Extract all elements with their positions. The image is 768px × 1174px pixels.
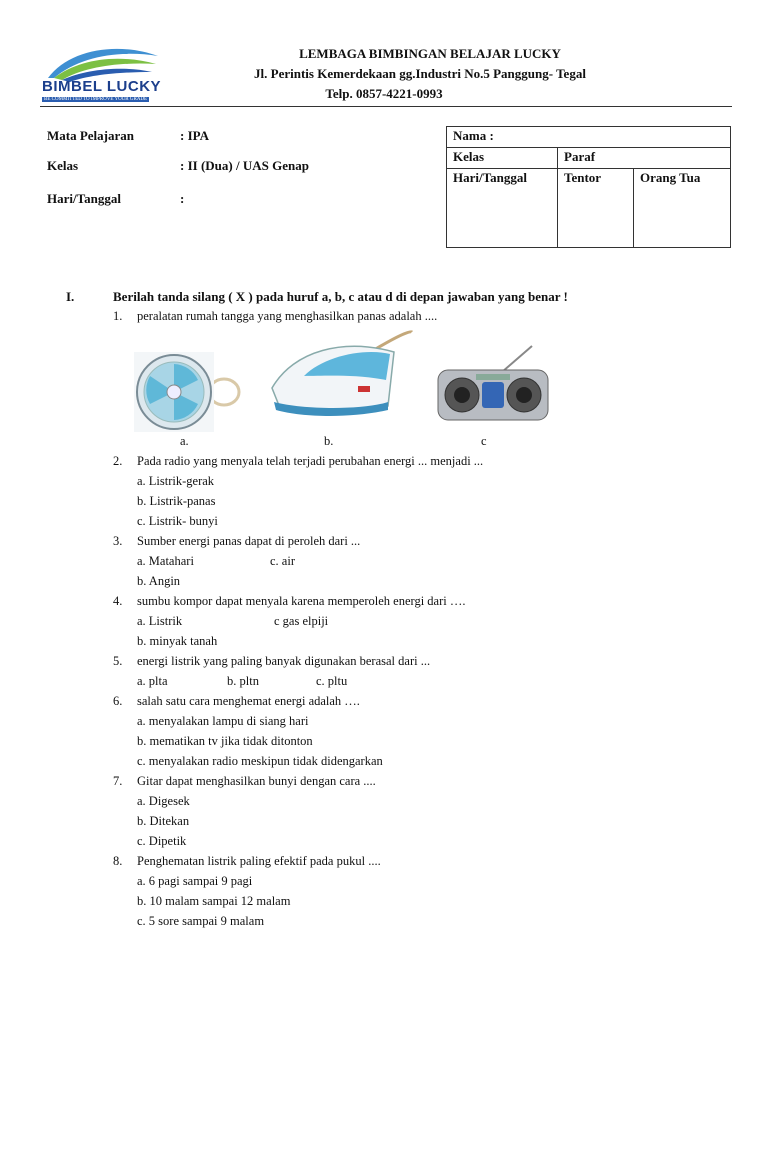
box-class-cell: Kelas xyxy=(447,148,558,169)
question-text: energi listrik yang paling banyak digunakan berasal dari ... xyxy=(137,654,431,668)
box-parent-cell: Orang Tua xyxy=(634,169,731,248)
answer-option[interactable]: c. pltu xyxy=(316,674,348,688)
answer-option[interactable]: c. air xyxy=(270,554,295,568)
answer-option[interactable]: b. 10 malam sampai 12 malam xyxy=(137,894,291,908)
logo xyxy=(40,42,162,106)
question-number: 6. xyxy=(113,694,123,708)
answer-option[interactable]: a. plta xyxy=(137,674,168,688)
box-tutor-cell: Tentor xyxy=(558,169,634,248)
date-label: Hari/Tanggal xyxy=(47,191,121,206)
question-number: 8. xyxy=(113,854,123,868)
box-paraf-cell: Paraf xyxy=(558,148,731,169)
answer-option[interactable]: b. Ditekan xyxy=(137,814,190,828)
answer-option[interactable]: c. menyalakan radio meskipun tidak didengarkan xyxy=(137,754,383,768)
answer-option[interactable]: c. Listrik- bunyi xyxy=(137,514,218,528)
answer-option[interactable]: a. Digesek xyxy=(137,794,190,808)
org-phone: Telp. 0857-4221-0993 xyxy=(325,86,443,101)
image-label-c: c xyxy=(481,434,487,448)
answer-option[interactable]: b. minyak tanah xyxy=(137,634,218,648)
answer-option[interactable]: c. 5 sore sampai 9 malam xyxy=(137,914,265,928)
org-address: Jl. Perintis Kemerdekaan gg.Industri No.5 Panggung- Tegal xyxy=(254,66,586,81)
fan-image xyxy=(134,352,244,432)
answer-option[interactable]: a. 6 pagi sampai 9 pagi xyxy=(137,874,253,888)
answer-option[interactable]: a. menyalakan lampu di siang hari xyxy=(137,714,309,728)
section-number: I. xyxy=(66,289,75,304)
iron-image xyxy=(264,330,414,420)
answer-option[interactable]: c. Dipetik xyxy=(137,834,187,848)
header-divider xyxy=(40,106,732,107)
answer-option[interactable]: c gas elpiji xyxy=(274,614,329,628)
question-text: Penghematan listrik paling efektif pada pukul .... xyxy=(137,854,381,868)
section-instruction: Berilah tanda silang ( X ) pada huruf a, b, c atau d di depan jawaban yang benar ! xyxy=(113,289,568,304)
image-label-b: b. xyxy=(324,434,334,448)
question-text: Sumber energi panas dapat di peroleh dari ... xyxy=(137,534,361,548)
class-label: Kelas xyxy=(47,158,79,173)
answer-option[interactable]: a. Listrik-gerak xyxy=(137,474,215,488)
date-value: : xyxy=(180,191,185,206)
question-number: 2. xyxy=(113,454,123,468)
name-field[interactable]: Nama : xyxy=(447,127,731,148)
question-text: peralatan rumah tangga yang menghasilkan panas adalah .... xyxy=(137,309,438,323)
question-text: Gitar dapat menghasilkan bunyi dengan cara .... xyxy=(137,774,376,788)
class-value: : II (Dua) / UAS Genap xyxy=(180,158,309,173)
radio-image xyxy=(432,342,554,426)
image-label-a: a. xyxy=(180,434,189,448)
question-number: 4. xyxy=(113,594,123,608)
logo-text: BIMBEL LUCKY xyxy=(42,78,162,95)
logo-subtitle: BE COMMITTED TO IMPROVE YOUR GRADE xyxy=(44,97,148,102)
question-number: 3. xyxy=(113,534,123,548)
box-date-cell: Hari/Tanggal xyxy=(447,169,558,248)
logo-swoosh-icon xyxy=(40,42,162,82)
identity-box xyxy=(446,126,731,248)
question-number: 1. xyxy=(113,309,123,323)
question-text: Pada radio yang menyala telah terjadi perubahan energi ... menjadi ... xyxy=(137,454,484,468)
answer-option[interactable]: b. mematikan tv jika tidak ditonton xyxy=(137,734,313,748)
answer-option[interactable]: b. pltn xyxy=(227,674,259,688)
subject-label: Mata Pelajaran xyxy=(47,128,135,143)
answer-option[interactable]: b. Angin xyxy=(137,574,181,588)
question-number: 7. xyxy=(113,774,123,788)
subject-value: : IPA xyxy=(180,128,210,143)
answer-option[interactable]: b. Listrik-panas xyxy=(137,494,216,508)
answer-option[interactable]: a. Listrik xyxy=(137,614,183,628)
question-text: salah satu cara menghemat energi adalah …. xyxy=(137,694,360,708)
answer-option[interactable]: a. Matahari xyxy=(137,554,194,568)
org-name: LEMBAGA BIMBINGAN BELAJAR LUCKY xyxy=(299,46,561,61)
question-number: 5. xyxy=(113,654,123,668)
question-text: sumbu kompor dapat menyala karena memperoleh energi dari …. xyxy=(137,594,466,608)
